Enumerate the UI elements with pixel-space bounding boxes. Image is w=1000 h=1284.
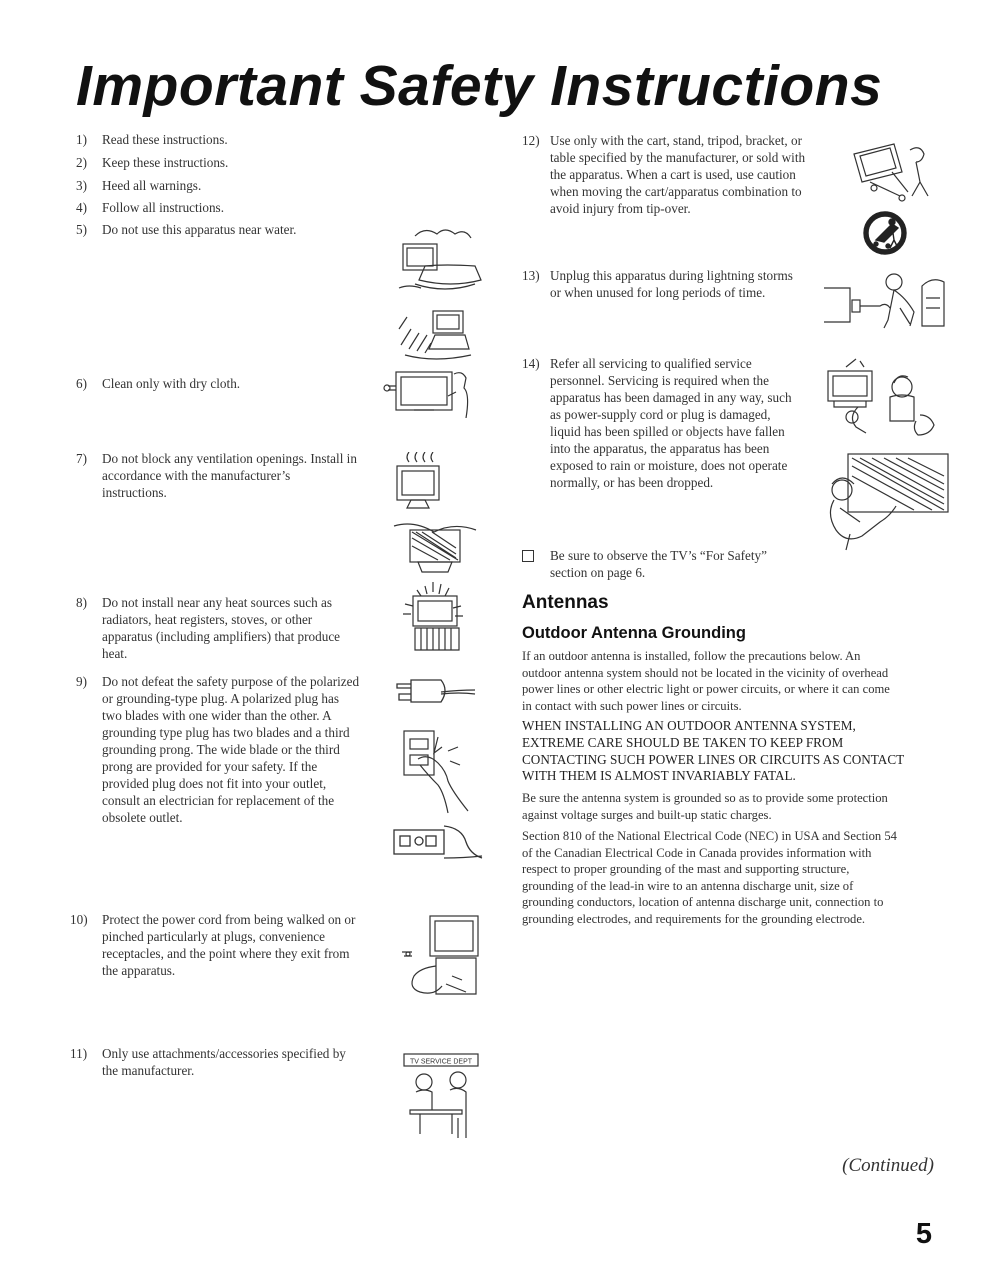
tv-in-rain-illustration xyxy=(395,305,477,361)
clean-tv-illustration xyxy=(382,368,474,418)
page-number: 5 xyxy=(915,1218,932,1250)
antenna-paragraph-3: Section 810 of the National Electrical Code (NEC) in USA and Section 54 of the Canadian Electrical Code in Canada provides information with respect to proper grounding of the mast and supporting structure, grounding of the lead-in wire to an antenna discharge unit, size of grounding conductors, location of antenna discharge unit, connection to grounding electrodes, and requirements for the grounding electrode. xyxy=(522,829,897,926)
item-6: 6) Clean only with dry cloth. xyxy=(76,376,241,391)
unplug-illustration xyxy=(822,268,960,330)
grounding-plug-illustration xyxy=(392,820,484,862)
item-2: 2) Keep these instructions. xyxy=(76,155,229,170)
power-cord-illustration xyxy=(400,912,482,998)
item-5: 5) Do not use this apparatus near water. xyxy=(76,222,297,237)
continued-note: (Continued) xyxy=(842,1155,934,1176)
antenna-paragraph-1: If an outdoor antenna is installed, follow the precautions below. An outdoor antenna system should not be located in the vicinity of overhead power lines or other electric light or power circuits, or where it can come in contact with such power lines or circuits. xyxy=(522,649,890,713)
cart-warning-symbol-icon xyxy=(862,210,908,256)
safety-note: Be sure to observe the TV’s “For Safety” section on page 6. xyxy=(550,548,767,580)
ventilation-illustration xyxy=(393,452,445,514)
blocked-vents-illustration xyxy=(392,520,478,578)
antenna-paragraph-2: Be sure the antenna system is grounded so as to provide some protection against voltage surges and built-up static charges. xyxy=(522,791,888,822)
item-3: 3) Heed all warnings. xyxy=(76,178,202,193)
cart-tip-over-illustration xyxy=(850,140,932,208)
service-call-illustration xyxy=(824,357,952,439)
item-4: 4) Follow all instructions. xyxy=(76,200,224,215)
tv-service-dept-illustration xyxy=(400,1050,482,1140)
technician-illustration xyxy=(820,448,952,552)
tv-near-water-illustration xyxy=(395,222,487,298)
antenna-warning: WHEN INSTALLING AN OUTDOOR ANTENNA SYSTEM, EXTREME CARE SHOULD BE TAKEN TO KEEP FROM CONTACTING SUCH POWER LINES OR CIRCUITS AS CONTACT WITH THEM IS ALMOST INVARIABLY FATAL. xyxy=(522,718,905,784)
plug-outlet-hand-illustration xyxy=(398,725,480,815)
note-checkbox-icon xyxy=(522,550,534,562)
antennas-heading: Antennas xyxy=(522,592,609,613)
outdoor-antenna-grounding-heading: Outdoor Antenna Grounding xyxy=(522,624,746,642)
polarized-plug-illustration xyxy=(393,672,477,712)
service-sign-text: TV SERVICE DEPT xyxy=(409,1058,473,1066)
page-title: Important Safety Instructions xyxy=(76,54,883,118)
heat-source-illustration xyxy=(395,580,475,652)
item-1: 1) Read these instructions. xyxy=(76,132,228,147)
